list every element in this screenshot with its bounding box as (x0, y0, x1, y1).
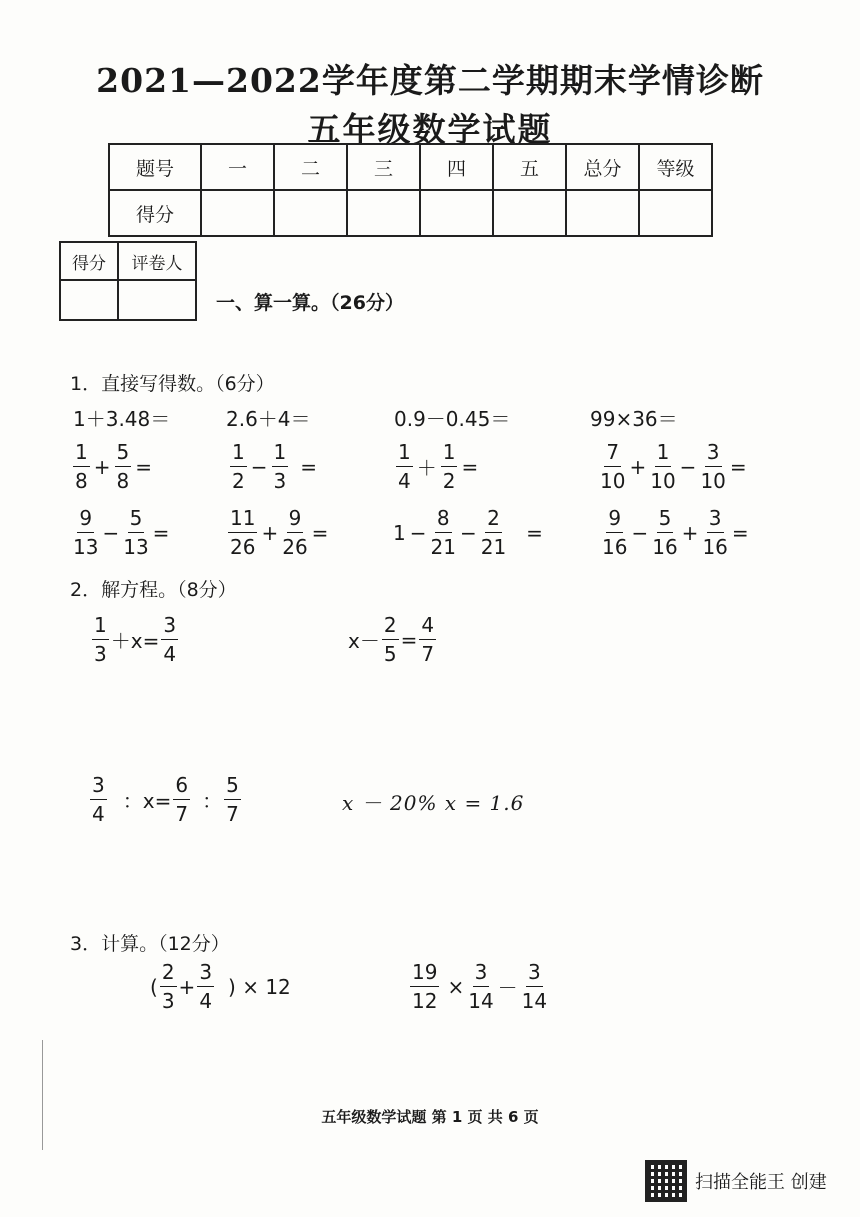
fraction: $\frac{4}{7}$ (421, 613, 435, 666)
score-table-score-row (109, 190, 712, 236)
fraction: $\frac{3}{14}$ (468, 960, 494, 1013)
fraction: $\frac{1}{2}$ (232, 440, 245, 493)
fraction: $\frac{3}{4}$ (199, 960, 213, 1013)
grader-score-label: 得分 (60, 242, 118, 280)
fraction: $\frac{19}{12}$ (412, 960, 438, 1013)
equation-1: $\frac{1}{3}$ ＋x= $\frac{3}{4}$ (94, 613, 177, 666)
q1-fraction-item: $\frac{1}{8}$ + $\frac{5}{8}$ = (75, 440, 152, 493)
fraction: $\frac{9}{13}$ (73, 506, 99, 559)
q1-fraction-item: $\frac{11}{26}$ + $\frac{9}{26}$ = (230, 506, 329, 559)
grader-blank-cell (60, 280, 118, 320)
fraction: $\frac{1}{8}$ (75, 440, 88, 493)
grader-table (59, 241, 197, 321)
score-cell: 五 (493, 144, 566, 190)
fraction: $\frac{5}{13}$ (123, 506, 149, 559)
watermark-text: 扫描全能王 创建 (695, 1172, 827, 1193)
score-blank-cell (493, 190, 566, 236)
fraction: $\frac{5}{7}$ (226, 773, 239, 826)
fraction: $\frac{1}{4}$ (398, 440, 411, 493)
fraction: $\frac{6}{7}$ (175, 773, 189, 826)
score-cell: 题号 (109, 144, 201, 190)
q1-fraction-item: $\frac{7}{10}$ + $\frac{1}{10}$ − $\frac{3}{10}$ = (600, 440, 747, 493)
fraction: $\frac{9}{26}$ (282, 506, 308, 559)
score-cell: 三 (347, 144, 420, 190)
fraction: $\frac{1}{10}$ (650, 440, 676, 493)
calc-expression-2: $\frac{19}{12}$ × $\frac{3}{14}$ － $\frac{3}{14}$ (412, 960, 548, 1013)
score-row-label: 得分 (109, 190, 201, 236)
fraction: $\frac{3}{4}$ (163, 613, 177, 666)
equation-4: x － 20% x = 1.6 (342, 791, 525, 815)
q2-heading: 2．解方程。（8分） (70, 579, 237, 601)
fraction: $\frac{1}{3}$ (273, 440, 287, 493)
fraction: $\frac{3}{10}$ (700, 440, 726, 493)
fraction: $\frac{5}{16}$ (652, 506, 678, 559)
scanner-watermark (645, 1160, 827, 1202)
fraction: $\frac{1}{2}$ (442, 440, 456, 493)
q1-fraction-item: $\frac{1}{4}$ ＋ $\frac{1}{2}$ = (398, 440, 479, 493)
score-cell: 一 (201, 144, 274, 190)
fraction: $\frac{5}{8}$ (116, 440, 130, 493)
q1-heading: 1．直接写得数。（6分） (70, 373, 275, 395)
score-blank-cell (347, 190, 420, 236)
score-blank-cell (566, 190, 639, 236)
score-cell: 二 (274, 144, 347, 190)
score-blank-cell (639, 190, 712, 236)
score-table (108, 143, 713, 237)
q1-fraction-item: $\frac{9}{16}$ − $\frac{5}{16}$ + $\frac{3}{16}$ = (602, 506, 749, 559)
q1-item: 1＋3.48＝ (73, 407, 171, 431)
score-cell: 总分 (566, 144, 639, 190)
q1-fraction-item: $\frac{9}{13}$ − $\frac{5}{13}$ = (73, 506, 170, 559)
qr-code-icon (645, 1160, 687, 1202)
fraction: $\frac{3}{14}$ (521, 960, 548, 1013)
score-cell: 四 (420, 144, 493, 190)
fraction: $\frac{1}{3}$ (94, 613, 107, 666)
fraction: $\frac{7}{10}$ (600, 440, 626, 493)
equation-2: x－ $\frac{2}{5}$ = $\frac{4}{7}$ (348, 613, 435, 666)
exam-title-line1: 2021—2022学年度第二学期期末学情诊断 (96, 61, 764, 100)
fraction: $\frac{8}{21}$ (430, 506, 456, 559)
score-blank-cell (201, 190, 274, 236)
score-table-header-row (109, 144, 712, 190)
grader-name-label: 评卷人 (118, 242, 196, 280)
q1-fraction-item: $\frac{1}{2}$ − $\frac{1}{3}$ = (232, 440, 317, 493)
page-footer: 五年级数学试题 第 1 页 共 6 页 (321, 1108, 539, 1126)
q1-item: 99×36＝ (590, 407, 678, 431)
scan-margin-line (42, 1040, 43, 1150)
fraction: $\frac{2}{3}$ (161, 960, 175, 1013)
q3-heading: 3．计算。（12分） (70, 933, 230, 955)
exam-title-line2: 五年级数学试题 (307, 110, 553, 149)
q1-item: 2.6＋4＝ (226, 407, 311, 431)
calc-expression-1: ( $\frac{2}{3}$ + $\frac{3}{4}$ ) × 12 (150, 960, 291, 1013)
fraction: $\frac{3}{4}$ (92, 773, 105, 826)
fraction: $\frac{11}{26}$ (230, 506, 256, 559)
score-cell: 等级 (639, 144, 712, 190)
section1-heading: 一、算一算。（26分） (216, 292, 404, 314)
grader-blank-cell (118, 280, 196, 320)
score-blank-cell (420, 190, 493, 236)
fraction: $\frac{2}{5}$ (383, 613, 397, 666)
fraction: $\frac{2}{21}$ (480, 506, 507, 559)
equation-3: $\frac{3}{4}$ ：x= $\frac{6}{7}$ ： $\frac{5}{7}$ (92, 773, 239, 826)
q1-fraction-item: 1 − $\frac{8}{21}$ − $\frac{2}{21}$ = (393, 506, 543, 559)
score-blank-cell (274, 190, 347, 236)
q1-item: 0.9－0.45＝ (394, 407, 511, 431)
fraction: $\frac{3}{16}$ (702, 506, 728, 559)
fraction: $\frac{9}{16}$ (602, 506, 628, 559)
